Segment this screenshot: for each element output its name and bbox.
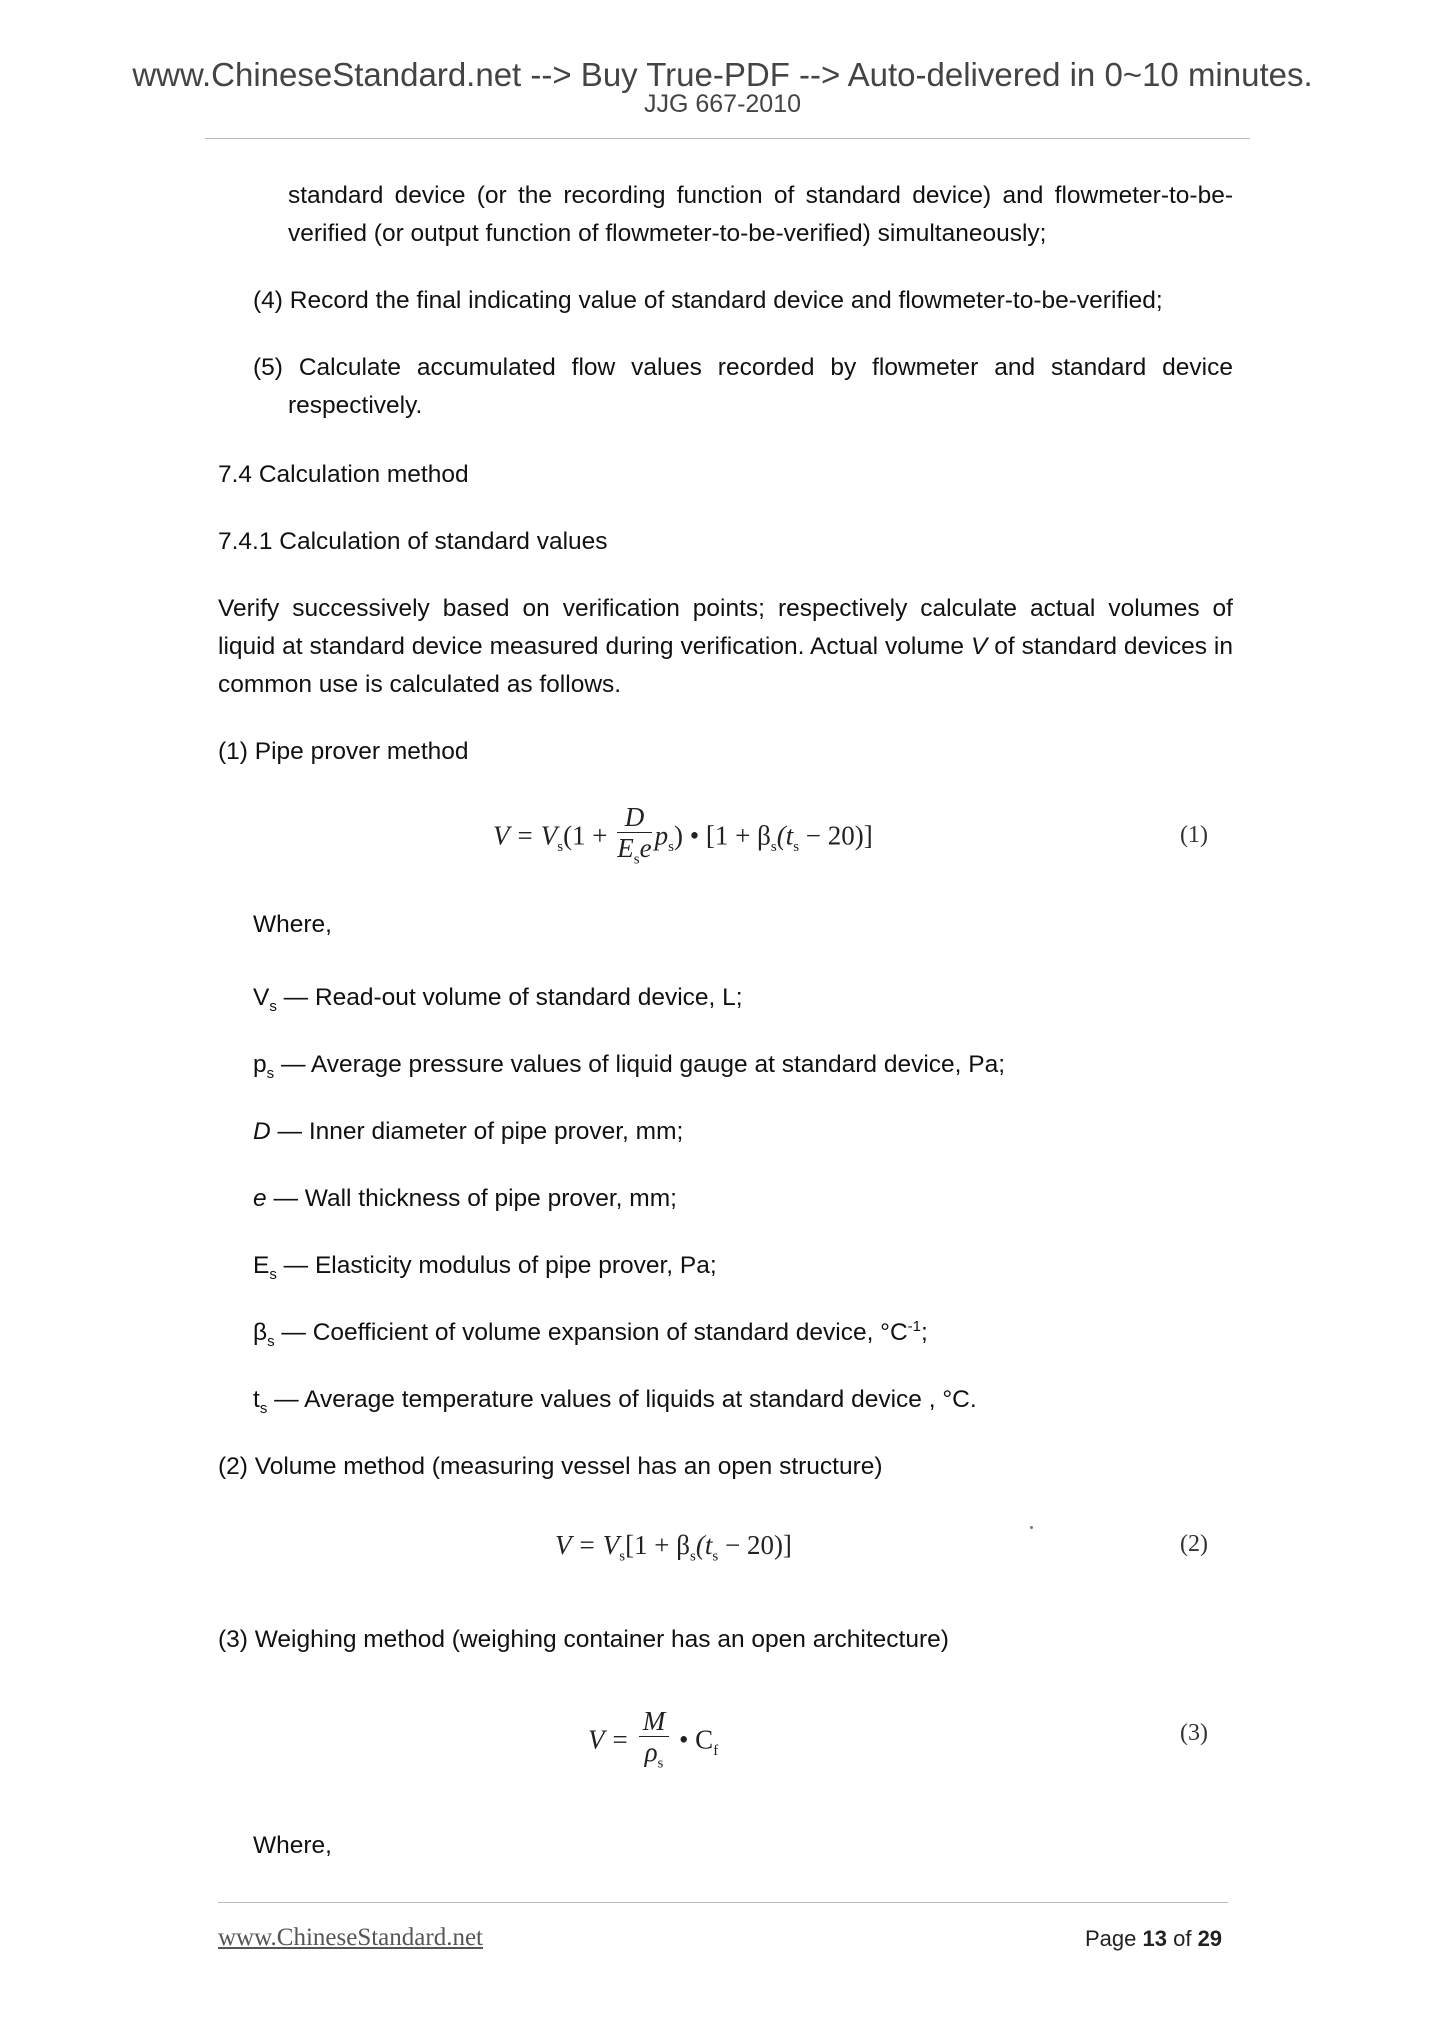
- section-7-4-heading: 7.4 Calculation method: [218, 461, 469, 488]
- definition-symbol-sub: s: [269, 998, 277, 1016]
- eq1-frac-den-sub: s: [633, 851, 640, 868]
- eq1-close: ) • [1 + β: [673, 820, 771, 851]
- eq2-t-close: − 20)]: [718, 1530, 792, 1560]
- equation-1-number: (1): [1180, 822, 1208, 848]
- eq1-p-sub: s: [668, 838, 674, 855]
- method-3-heading: (3) Weighing method (weighing container has an open architecture): [218, 1626, 949, 1653]
- eq3-fraction: [639, 1706, 670, 1778]
- definition-unit-sup: -1: [907, 1318, 922, 1335]
- definition-item: [253, 1375, 977, 1428]
- definition-text: — Coefficient of volume expansion of standard device, °C: [274, 1319, 908, 1347]
- page-of: of: [1166, 1926, 1198, 1951]
- eq1-frac-den: E: [617, 833, 634, 863]
- eq2-t-sub: s: [712, 1548, 719, 1565]
- eq1-lhs-sub: s: [557, 838, 564, 855]
- definition-item: [253, 973, 743, 1026]
- definition-item: [253, 1040, 1005, 1093]
- definition-text: — Elasticity modulus of pipe prover, Pa;: [276, 1252, 717, 1280]
- standard-number: JJG 667-2010: [643, 90, 802, 118]
- page-total: 29: [1197, 1926, 1223, 1951]
- equation-1: [493, 802, 873, 874]
- intro-paragraph: [218, 590, 1233, 704]
- eq1-lhs: V = V: [493, 820, 558, 851]
- header-divider: [205, 138, 1250, 139]
- method-2-heading: (2) Volume method (measuring vessel has an open structure): [218, 1453, 883, 1480]
- definition-symbol: V: [253, 984, 270, 1012]
- definition-symbol-sub: s: [266, 1065, 275, 1083]
- step-5: (5) Calculate accumulated flow values recorded by flowmeter and standard device respectively.: [253, 354, 1233, 419]
- definition-item: [253, 1308, 928, 1361]
- eq1-t-close: − 20)]: [799, 820, 873, 851]
- eq1-frac-num: D: [624, 802, 645, 832]
- section-7-4-1-heading: 7.4.1 Calculation of standard values: [218, 528, 608, 555]
- eq3-frac-den-sub: s: [657, 1755, 664, 1772]
- intro-text-a: Verify successively based on verification points; respectively calculate actual volumes of liquid at standard device measured during verification. Actual volume: [218, 595, 1233, 660]
- definition-symbol-sub: s: [267, 1333, 275, 1351]
- intro-symbol-v: V: [970, 633, 988, 660]
- definition-symbol: β: [253, 1319, 268, 1347]
- definition-symbol-sub: s: [259, 1400, 268, 1418]
- intro-text-b: of standard devices in common use is calculated as follows.: [218, 633, 1233, 698]
- paragraph-continuation: standard device (or the recording function of standard device) and flowmeter-to-be-verified (or output function of flowmeter-to-be-verified) simultaneously;: [288, 182, 1233, 247]
- eq1-open: (1 +: [563, 820, 615, 851]
- eq1-frac-den-tail: e: [639, 833, 652, 863]
- definition-text: — Inner diameter of pipe prover, mm;: [270, 1118, 684, 1146]
- equation-3: [588, 1706, 718, 1778]
- definition-text: — Wall thickness of pipe prover, mm;: [266, 1185, 677, 1213]
- definition-item: [253, 1241, 717, 1294]
- header-banner[interactable]: www.ChineseStandard.net --> Buy True-PDF --> Auto-delivered in 0~10 minutes.: [132, 56, 1313, 93]
- page-current: 13: [1142, 1926, 1167, 1951]
- definition-symbol: e: [253, 1185, 267, 1213]
- eq2-mid: [1 + β: [625, 1530, 691, 1560]
- definition-symbol: D: [253, 1118, 271, 1146]
- where-label-2: Where,: [253, 1832, 332, 1859]
- footer-site-link[interactable]: www.ChineseStandard.net: [218, 1924, 483, 1951]
- definition-item: [253, 1174, 677, 1227]
- eq2-t: (t: [695, 1530, 713, 1560]
- stray-dot: [1030, 1526, 1033, 1529]
- eq1-beta-sub: s: [770, 838, 777, 855]
- eq1-t-sub: s: [793, 838, 800, 855]
- method-1-heading: (1) Pipe prover method: [218, 738, 469, 765]
- equation-2-number: (2): [1180, 1531, 1208, 1557]
- definition-symbol-sub: s: [269, 1266, 277, 1284]
- definition-text: — Read-out volume of standard device, L;: [276, 984, 743, 1012]
- eq3-lhs: V =: [588, 1724, 636, 1755]
- equation-2: [555, 1530, 792, 1565]
- definition-text: — Average pressure values of liquid gauge at standard device, Pa;: [274, 1051, 1006, 1079]
- where-label-1: Where,: [253, 911, 332, 938]
- definition-symbol: t: [253, 1386, 260, 1414]
- eq2-beta-sub: s: [690, 1548, 696, 1565]
- definition-tail: ;: [921, 1319, 928, 1347]
- eq3-frac-num: M: [642, 1706, 666, 1736]
- eq3-rhs: • C: [672, 1724, 714, 1755]
- definition-symbol: E: [253, 1252, 270, 1280]
- step-4: (4) Record the final indicating value of standard device and flowmeter-to-be-verified;: [253, 287, 1163, 314]
- eq2-lhs-sub: s: [619, 1548, 626, 1565]
- footer-divider: [218, 1902, 1228, 1903]
- page-label: Page: [1085, 1926, 1143, 1951]
- definition-symbol: p: [253, 1051, 267, 1079]
- eq3-frac-den: ρ: [644, 1737, 658, 1767]
- eq1-p: p: [654, 820, 669, 851]
- eq1-fraction: [617, 802, 651, 874]
- page-indicator: [1085, 1926, 1222, 1952]
- definition-text: — Average temperature values of liquids at standard device , °C.: [267, 1386, 977, 1414]
- definition-item: [253, 1107, 683, 1160]
- eq3-rhs-sub: f: [713, 1742, 719, 1759]
- eq1-t: (t: [776, 820, 794, 851]
- equation-3-number: (3): [1180, 1720, 1208, 1746]
- eq2-lhs: V = V: [555, 1530, 620, 1560]
